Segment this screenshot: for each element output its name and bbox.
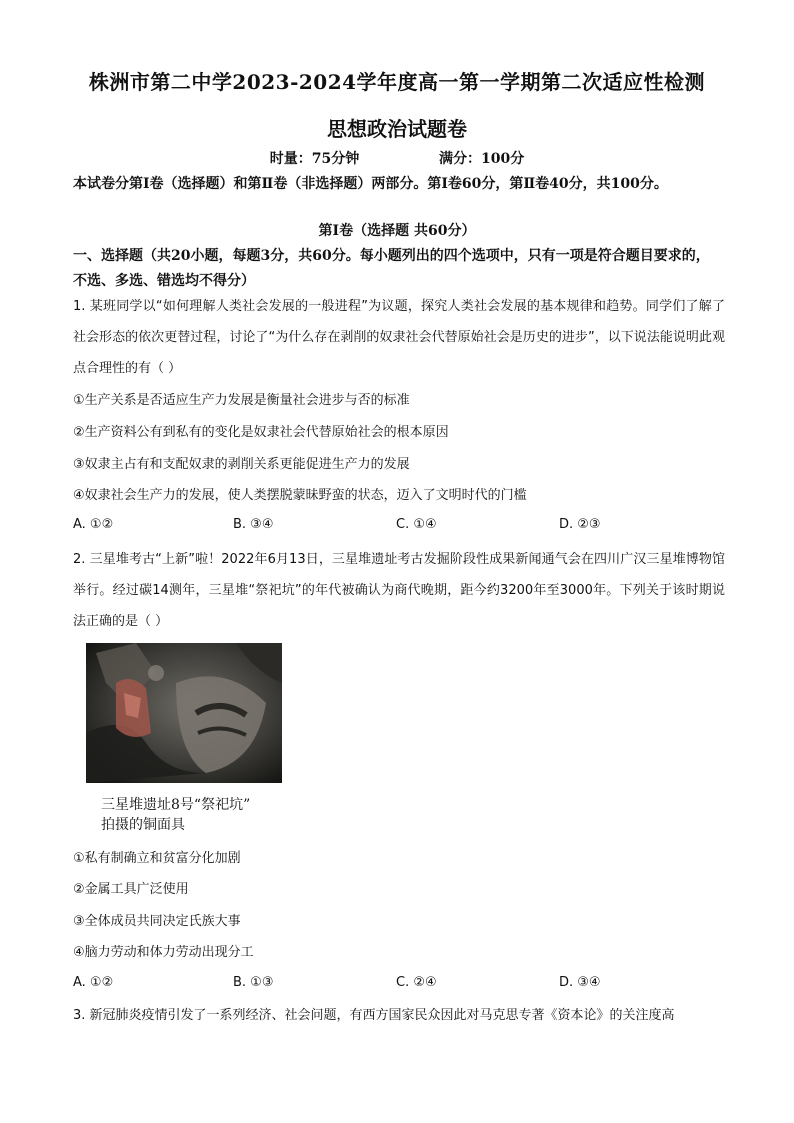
question-2-stem: 2. 三星堆考古“上新”啦！2022年6月13日，三星堆遗址考古发掘阶段性成果新闻通气会在四川广汉三星堆博物馆举行。经过碳14测年，三星堆“祭祀坑”的年代被确认为商代晚期，距今约3200年至3000年。下列关于该时期说法正确的是（ ）	[73, 552, 725, 629]
part-title: 第Ⅰ卷（选择题 共60分）	[318, 223, 476, 239]
choice-d: D. ②③	[559, 517, 601, 532]
choice-d: D. ③④	[559, 975, 601, 990]
exam-intro: 本试卷分第Ⅰ卷（选择题）和第Ⅱ卷（非选择题）两部分。第Ⅰ卷60分，第Ⅱ卷40分，共100分。	[73, 176, 668, 192]
time-limit: 时量：75分钟	[269, 151, 360, 167]
question-2-option: ④脑力劳动和体力劳动出现分工	[73, 945, 254, 960]
part-instructions: 一、选择题（共20小题，每题3分，共60分。每小题列出的四个选项中，只有一项是符合题目要求的，不选、多选、错选均不得分）	[73, 248, 710, 289]
choice-c: C. ②④	[396, 975, 437, 990]
exam-meta	[0, 148, 794, 168]
exam-title: 株洲市第二中学2023-2024学年度高一第一学期第二次适应性检测	[88, 70, 706, 94]
question-2-option: ①私有制确立和贫富分化加剧	[73, 851, 241, 866]
question-2-option: ③全体成员共同决定氏族大事	[73, 914, 241, 929]
choice-b: B. ①③	[233, 975, 274, 990]
question-1-option: ②生产资料公有到私有的变化是奴隶社会代替原始社会的根本原因	[73, 425, 449, 440]
question-1-option: ①生产关系是否适应生产力发展是衡量社会进步与否的标准	[73, 393, 410, 408]
choice-b: B. ③④	[233, 517, 274, 532]
caption-line-2: 拍摄的铜面具	[101, 817, 185, 833]
question-3-stem: 3. 新冠肺炎疫情引发了一系列经济、社会问题，有西方国家民众因此对马克思专著《资本论》的关注度高	[73, 1008, 675, 1023]
choice-c: C. ①④	[396, 517, 437, 532]
bronze-mask-photo	[86, 643, 282, 783]
choice-a: A. ①②	[73, 975, 114, 990]
caption-line-1: 三星堆遗址8号“祭祀坑”	[101, 797, 251, 813]
full-score: 满分：100分	[439, 151, 525, 167]
choice-a: A. ①②	[73, 517, 114, 532]
question-2-option: ②金属工具广泛使用	[73, 882, 189, 897]
bronze-mask-image	[86, 643, 282, 783]
photo-caption	[101, 795, 250, 835]
question-1-option: ④奴隶社会生产力的发展，使人类摆脱蒙昧野蛮的状态，迈入了文明时代的门槛	[73, 488, 527, 503]
question-1-stem: 1. 某班同学以“如何理解人类社会发展的一般进程”为议题，探究人类社会发展的基本规律和趋势。同学们了解了社会形态的依次更替过程，讨论了“为什么存在剥削的奴隶社会代替原始社会是历史的进步”，以下说法能说明此观点合理性的有（ ）	[73, 299, 725, 376]
question-1-option: ③奴隶主占有和支配奴隶的剥削关系更能促进生产力的发展	[73, 457, 410, 472]
exam-subtitle: 思想政治试题卷	[327, 117, 467, 141]
